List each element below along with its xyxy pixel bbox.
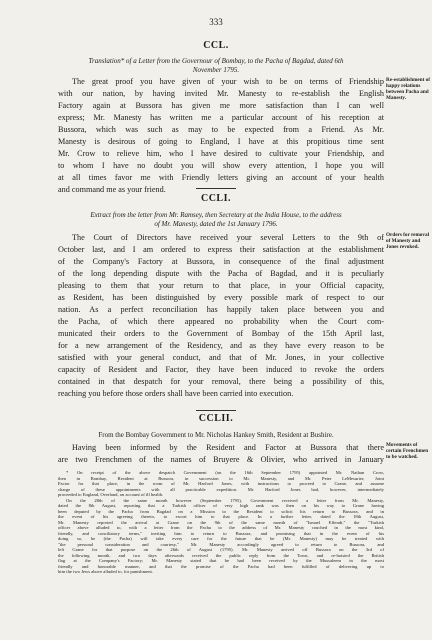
margin-note-line: certain Frenchmen: [386, 448, 429, 454]
footnote-line: officer above alluded to, with a letter from the Pacha to the address of Mr. Manesty couched in the most kind,: [58, 525, 384, 530]
body-text-line: are two Frenchmen of the names of Bruyere & Olivier, who arrived in January: [58, 455, 384, 464]
body-text-line: with our nation, by having invited Mr. Manesty to re-establish the English: [58, 89, 384, 98]
section-header-ccl-line2: November 1795.: [192, 66, 240, 74]
footnote-line: the following month, and two days afterwards received the public reply from the Town, and re-hoisted the British: [58, 552, 384, 558]
body-text-line: contained in that despatch for your removal, there being a possibility of this,: [58, 377, 384, 386]
body-text-line: satisfied with your general conduct, and that of Mr. Jones, in your collective: [58, 353, 384, 362]
footnote-line: friendly and honorable manner, and that the promise of the Pacha had been fulfilled of delivering up to: [58, 563, 384, 569]
footnote-line: then in Bombay, Resident at Bussora, in succession to Mr. Manesty, and Mr. Peter LeMesurier, Joint: [58, 475, 384, 481]
section-number-cclii: CCLII.: [198, 413, 234, 424]
footnote-line: dated the 8th August, reporting that a Turkish officer of very high rank was then on his way to Grane having: [58, 503, 384, 508]
footnote-line: On the 28th of the same month however (September 1795), Government received a letter from Mr. Manesty,: [66, 497, 384, 503]
body-text-line: The great proof you have given of your wish to be on terms of Friendship: [72, 77, 384, 86]
body-text-line: Manesty is desirous of going to England, I have at this propitious time sent: [58, 137, 384, 146]
body-text-line: of the Company's Factory at Bussora, in consequence of the final adjustment: [58, 257, 384, 266]
section-header-ccli-line1: Extract from the letter from Mr. Ramsey, then Secretary at the India House, to the address: [90, 211, 342, 219]
margin-note-ccl: [386, 77, 430, 101]
body-text-line: Factory again at Bussora has given me more satisfaction than I can well: [58, 101, 384, 110]
body-text-line: reaching you before those orders shall have been carried into execution.: [58, 389, 294, 398]
margin-note-ccli: [386, 232, 430, 250]
footnote-line: charge of these appointments with all practicable expedition. Mr. Harford Jones had, however, intermediately: [58, 486, 384, 492]
margin-note-line: Re-establishment of: [386, 77, 430, 83]
body-text-line: for a new arrangement of the Residency, and as they have every reason to be: [58, 341, 384, 350]
footnote-line: left Grane for that purpose on the 26th of August (1795). Mr. Manesty arrived off Bussora on the 3rd of: [58, 547, 384, 552]
section-header-cclii: From the Bombay Government to Mr. Nicholas Hankey Smith, Resident at Bushire.: [98, 431, 334, 439]
body-text-line: Having been informed by the Resident and Factor at Bussora that there: [72, 443, 384, 452]
section-header-ccl-line1: Translation* of a Letter from the Governour of Bombay, to the Pacha of Bagdad, dated 6th: [88, 57, 344, 65]
footnote-line: Mr. Manesty reported the arrival at Grane on the 9th of the same month of "Ismael Effendi," the "Turkish: [58, 519, 384, 525]
margin-note-line: Jones revoked.: [386, 244, 419, 250]
margin-note-line: Orders for removal: [386, 232, 430, 238]
body-text-line: Mr. Crow to relieve him, who I have desired to cultivate your Friendship, and: [58, 149, 384, 158]
margin-note-line: of Manesty and: [386, 238, 421, 244]
body-text-line: capacity of Resident and Factor, they have been induced to revoke the orders: [58, 365, 384, 374]
body-text-line: as Resident, has been distinguished by every possible mark of respect to our: [58, 293, 384, 302]
body-text-line: to whom I have no doubt you will show every attention, I hope you will: [58, 161, 384, 170]
footnote-line: proceeded to England, Overland, on account of ill health.: [58, 492, 164, 497]
body-text-line: The Court of Directors have received your several Letters to the 9th of: [72, 233, 384, 242]
body-text-line: and command me as your friend.: [58, 185, 166, 194]
footnote-line: doing so, he (the Pacha) will take every care for the future that he (Mr. Manesty) may be treated with: [58, 536, 384, 541]
section-header-ccli-line2: of Mr. Manesty, dated the 1st January 1796.: [154, 220, 278, 228]
section-divider: [196, 188, 236, 189]
footnote-line: "the personal consideration and courtesy," Mr. Manesty accordingly agreed to return to Bussora, and: [58, 541, 384, 547]
body-text-line: nation. As a perfect reconciliation has happily taken place between you and: [58, 305, 384, 314]
margin-note-line: between Pacha and: [386, 89, 429, 95]
body-text-line: of the long depending dispute with the Pacha of Bagdad, and it is peculiarly: [58, 269, 384, 278]
footnote-line: friendly, and conciliatory terms," inviting him to return to Bussora, and promising that in the event of his: [58, 530, 384, 536]
body-text-line: express; Mr. Manesty has written me a particular account of his reception at: [58, 113, 384, 122]
section-number-ccl: CCL.: [203, 40, 229, 51]
body-text-line: pleasing to them that your return to that place, in your Official capacity,: [58, 281, 384, 290]
footnote-line: the event of his agreeing thereto, to escort him to that place. In a further letter, dated the 18th August,: [58, 514, 384, 519]
margin-note-line: happy relations: [386, 83, 421, 89]
footnote-line: * On receipt of the above despatch Government (on the 16th September 1795) appointed Mr. Nathan Crow,: [66, 470, 384, 475]
body-text-line: municated their orders to the Government of Bombay of the 15th April last,: [58, 329, 384, 338]
section-number-ccli: CCLI.: [200, 193, 231, 204]
footnote-line: him the two Jews above alluded to, for punishment.: [58, 569, 153, 574]
body-text-line: Bussora, which was such as may to be expected from a Friend. As Mr.: [58, 125, 384, 134]
margin-note-line: Movements of: [386, 442, 418, 448]
section-divider: [196, 410, 236, 411]
body-text-line: at all times favor me with Friendly letters giving an account of your health: [58, 173, 384, 182]
margin-note-line: Manesty.: [386, 95, 407, 101]
page-number: 333: [209, 17, 223, 27]
margin-note-line: to be watched.: [386, 454, 418, 460]
body-text-line: October last, and I am ordered to express their satisfaction at the establishment: [58, 245, 384, 254]
body-text-line: the Pacha, of which there appeared no probability when the Court com-: [58, 317, 384, 326]
margin-note-cclii: [386, 442, 430, 460]
footnote-line: Factor for that place, in the room of Mr. Harford Jones, with instructions to proceed to Grane, and assume: [58, 481, 384, 486]
footnote-line: been deputed by the Pacha from Bagdad on a Mission to the Resident to solicit his return to Bussora, and in: [58, 508, 384, 514]
footnote-line: flag at the Company's Factory; Mr. Manesty stated that he had been received by the Mussaleem in the most: [58, 558, 384, 563]
